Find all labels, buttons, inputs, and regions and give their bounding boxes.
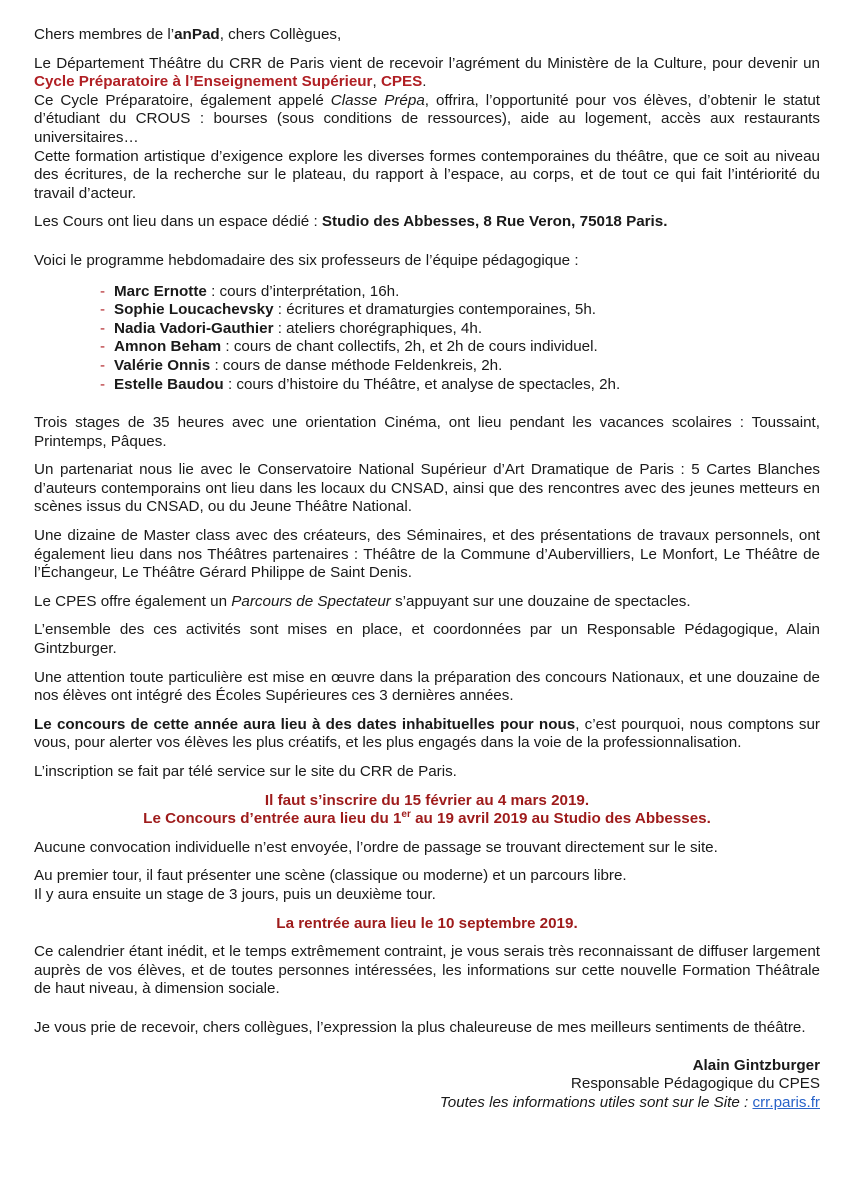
concours-dates [34,810,820,829]
professor-item [100,301,820,320]
signature-block [34,1057,820,1113]
signature-role: Responsable Pédagogique du CPES [570,1075,820,1093]
professor-desc: : cours de chant collectifs, 2h, et 2h de cours individuel. [221,338,598,356]
para-lieu [34,213,820,232]
period: . [422,73,427,91]
signature-info-text: Toutes les informations utiles sont sur le Site : [439,1093,753,1111]
concours-dates-pre: Le Concours d’entrée aura lieu du 1 [143,810,402,828]
professor-name: Nadia Vadori-Gauthier [114,319,274,337]
para-programme-intro: Voici le programme hebdomadaire des six professeurs de l’équipe pédagogique : [34,251,579,269]
inscription-dates: Il faut s’inscrire du 15 février au 4 mars 2019. [264,791,590,809]
para-concours-annee-post: , c’est pourquoi, nous comptons sur vous, pour alerter vos élèves les plus créatifs, et les plus engagés dans la voie de la professionnalisation. [34,715,820,752]
list-dash: - [100,319,106,337]
signature-info [34,1094,820,1113]
para-partenariat: Un partenariat nous lie avec le Conservatoire National Supérieur d’Art Dramatique de Paris : 5 Cartes Blanches d’auteurs contemporains ont lieu dans les locaux du CNSAD, ainsi que des rencontres avec des jeunes metteurs en scènes issus du CNSAD, ou du Jeune Théâtre National. [34,461,820,516]
concours-emphasis: Le concours de cette année aura lieu à des dates inhabituelles pour nous [34,715,576,733]
para-classe-prepa-pre: Ce Cycle Préparatoire, également appelé [34,91,331,109]
para-inscription: L’inscription se fait par télé service sur le site du CRR de Paris. [34,763,457,780]
professor-desc: : cours d’histoire du Théâtre, et analyse de spectacles, 2h. [223,375,621,393]
para-parcours-pre: Le CPES offre également un [34,592,232,610]
professor-name: Marc Ernotte [114,282,207,300]
list-dash: - [100,282,106,300]
list-dash: - [100,356,106,374]
greeting-text: Chers membres de l’ [34,26,175,43]
cycle-name: Cycle Préparatoire à l’Enseignement Supérieur [34,73,373,91]
para-salutations: Je vous prie de recevoir, chers collègues, l’expression la plus chaleureuse de mes meilleurs sentiments de théâtre. [34,1018,806,1036]
parcours-term: Parcours de Spectateur [231,592,391,610]
org-name: anPad [174,26,220,43]
para-parcours [34,593,820,612]
studio-address: Studio des Abbesses, 8 Rue Veron, 75018 Paris. [321,213,668,231]
para-agrement-text: Le Département Théâtre du CRR de Paris vient de recevoir l’agrément du Ministère de la Culture, pour devenir un [34,54,820,72]
professor-desc: : écritures et dramaturgies contemporaines, 5h. [273,301,596,319]
para-convocation: Aucune convocation individuelle n’est envoyée, l’ordre de passage se trouvant directement sur le site. [34,838,718,856]
professor-desc: : cours d’interprétation, 16h. [206,282,400,300]
para-premier-tour: Au premier tour, il faut présenter une scène (classique ou moderne) et un parcours libre. [34,867,627,885]
concours-dates-post: au 19 avril 2019 au Studio des Abbesses. [410,810,711,828]
professor-desc: : ateliers chorégraphiques, 4h. [273,319,483,337]
professor-desc: : cours de danse méthode Feldenkreis, 2h. [210,356,503,374]
list-dash: - [100,375,106,393]
para-deuxieme-tour: Il y aura ensuite un stage de 3 jours, puis un deuxième tour. [34,885,436,903]
professor-item [100,283,820,302]
professor-item [100,320,820,339]
greeting [34,26,820,45]
para-parcours-post: s’appuyant sur une douzaine de spectacles. [390,592,691,610]
cpes-acronym: CPES [380,73,423,91]
professor-name: Amnon Beham [114,338,222,356]
para-formation: Cette formation artistique d’exigence explore les diverses formes contemporaines du théâtre, que ce soit au niveau des écritures, de la recherche sur le plateau, du rapport à l’espace, au corps, et de tout ce qui fait l’intériorité du travail d’acteur. [34,147,820,202]
list-dash: - [100,338,106,356]
para-stages: Trois stages de 35 heures avec une orientation Cinéma, ont lieu pendant les vacances scolaires : Toussaint, Printemps, Pâques. [34,414,820,450]
professor-name: Valérie Onnis [114,356,211,374]
para-concours-prep: Une attention toute particulière est mise en œuvre dans la préparation des concours Nationaux, et une douzaine de nos élèves ont intégré des Écoles Supérieures ces 3 dernières années. [34,668,820,705]
professor-name: Sophie Loucachevsky [114,301,274,319]
letter [34,26,820,1112]
para-classe-prepa [34,92,820,148]
signature-name [34,1057,820,1076]
para-classe-prepa-post: , offrira, l’opportunité pour vos élèves, d’obtenir le statut d’étudiant du CROUS : bourses (sous conditions de ressources), aide au logement, accès aux restaurants universitaires… [34,91,820,146]
signature-name-text: Alain Gintzburger [692,1056,820,1074]
separator: , [372,73,381,91]
list-dash: - [100,301,106,319]
para-concours-annee [34,716,820,753]
professor-item [100,338,820,357]
para-lieu-pre: Les Cours ont lieu dans un espace dédié : [34,213,322,231]
ordinal-sup: er [401,809,411,821]
rentree-date: La rentrée aura lieu le 10 septembre 2019. [276,914,578,932]
classe-prepa-term: Classe Prépa [330,91,425,109]
crr-site-link[interactable]: crr.paris.fr [752,1093,820,1111]
greeting-text-end: , chers Collègues, [219,26,342,43]
para-calendrier: Ce calendrier étant inédit, et le temps extrêmement contraint, je vous serais très reconnaissant de diffuser largement auprès de vos élèves, et de toutes personnes intéressées, les informations sur cette nouvelle Formation Théâtrale de haut niveau, à dimension sociale. [34,943,820,998]
professor-name: Estelle Baudou [114,375,224,393]
para-agrement [34,55,820,92]
para-coordination: L’ensemble des ces activités sont mises en place, et coordonnées par un Responsable Pédagogique, Alain Gintzburger. [34,621,820,658]
professor-item [100,376,820,395]
professor-list [34,283,820,395]
para-master-class: Une dizaine de Master class avec des créateurs, des Séminaires, et des présentations de travaux personnels, ont également lieu dans nos Théâtres partenaires : Théâtre de la Commune d’Aubervilliers, Le Monfort, Le Théâtre de l’Échangeur, Le Théâtre Gérard Philippe de Saint Denis. [34,527,820,582]
professor-item [100,357,820,376]
